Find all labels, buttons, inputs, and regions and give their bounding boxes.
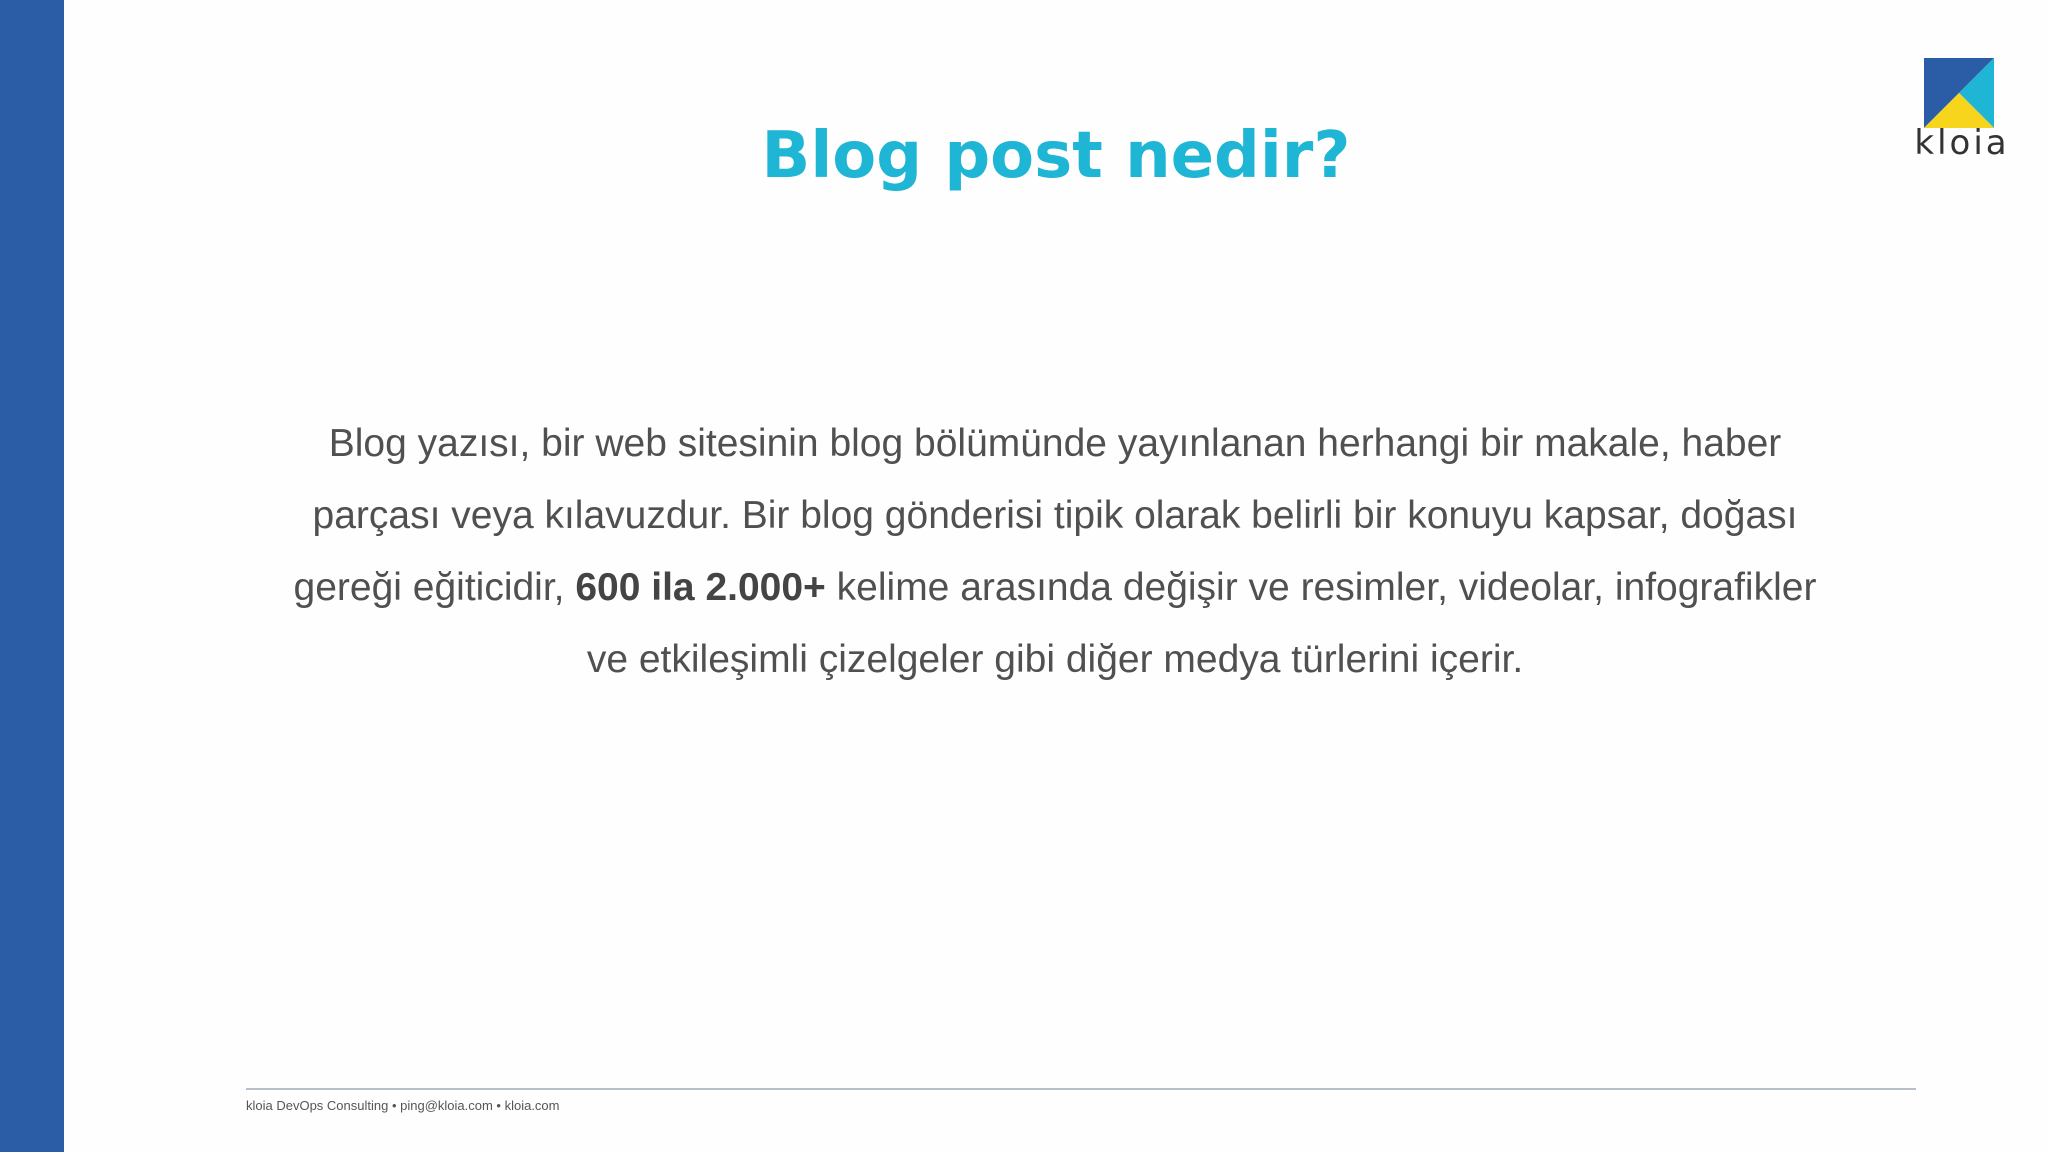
left-accent-bar [0,0,64,1152]
paragraph-highlight: 600 ila 2.000+ [575,566,826,609]
slide-paragraph [280,408,1830,696]
footer-text: kloia DevOps Consulting • ping@kloia.com • kloia.com [246,1098,560,1113]
paragraph-text-end: kelime arasında değişir ve resimler, videolar, infografikler ve etkileşimli çizelgeler gibi diğer medya türlerini içerir. [586,566,1817,681]
slide-title: Blog post nedir? [761,119,1351,193]
footer-divider [246,1088,1916,1090]
paragraph-text-start: Blog yazısı, bir web sitesinin blog bölümünde yayınlanan herhangi bir makale, haber parçası veya kılavuzdur. Bir blog gönderisi tipik olarak belirli bir konuyu kapsar, doğası gereği eğiticidir, [293,422,1798,609]
logo-wordmark: kloia [1914,123,2010,163]
